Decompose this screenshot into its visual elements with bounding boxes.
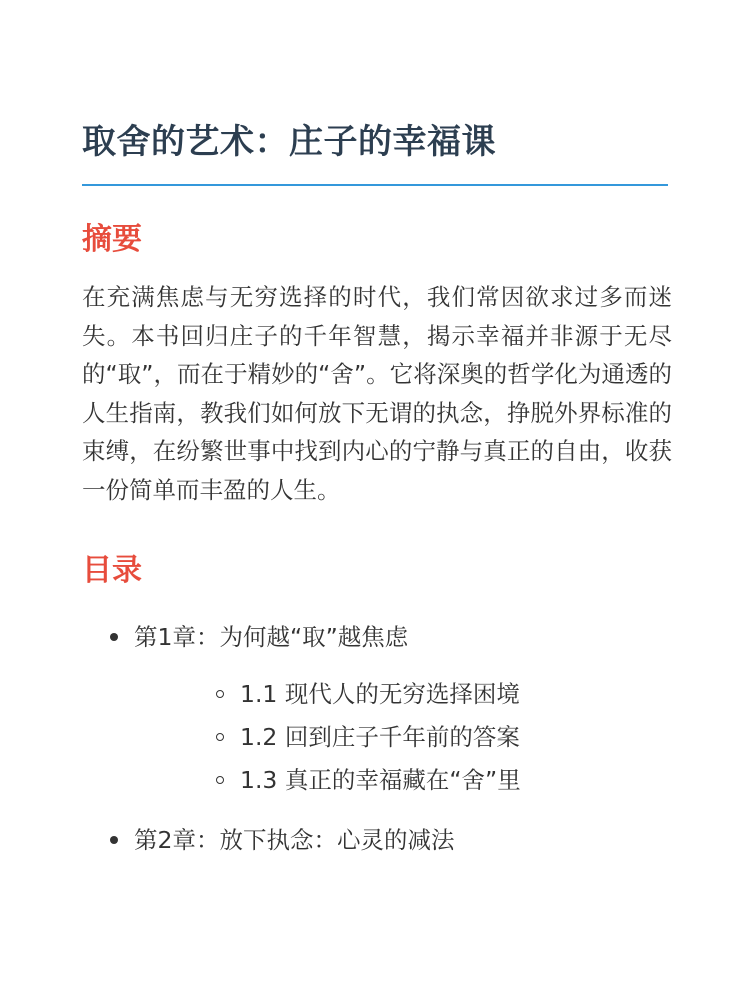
section-label: 1.2 回到庄子千年前的答案	[240, 723, 520, 751]
bullet-circle-icon	[216, 733, 224, 741]
toc-heading: 目录	[82, 553, 142, 588]
toc-section-1-2	[134, 716, 668, 759]
toc-list	[82, 619, 668, 858]
summary-heading: 摘要	[82, 222, 142, 257]
title-divider	[82, 184, 668, 186]
chapter-label: 第1章：为何越“取”越焦虑	[134, 623, 409, 651]
toc-section-1-3	[134, 759, 668, 802]
summary-paragraph: 在充满焦虑与无穷选择的时代，我们常因欲求过多而迷失。本书回归庄子的千年智慧，揭示幸福并非源于无尽的“取”，而在于精妙的“舍”。它将深奥的哲学化为通透的人生指南，教我们如何放下无谓的执念，挣脱外界标准的束缚，在纷繁世事中找到内心的宁静与真正的自由，收获一份简单而丰盈的人生。	[82, 283, 672, 504]
chapter-1-sections	[134, 673, 668, 802]
section-label: 1.3 真正的幸福藏在“舍”里	[240, 766, 521, 794]
toc-chapter-1	[82, 619, 668, 802]
section-label: 1.1 现代人的无穷选择困境	[240, 680, 520, 708]
toc-chapter-2	[82, 822, 668, 858]
toc-section-1-1	[134, 673, 668, 716]
bullet-disc-icon	[110, 836, 118, 844]
bullet-disc-icon	[110, 633, 118, 641]
book-title: 取舍的艺术：庄子的幸福课	[82, 122, 496, 162]
chapter-label: 第2章：放下执念：心灵的减法	[134, 826, 455, 854]
bullet-circle-icon	[216, 690, 224, 698]
bullet-circle-icon	[216, 776, 224, 784]
